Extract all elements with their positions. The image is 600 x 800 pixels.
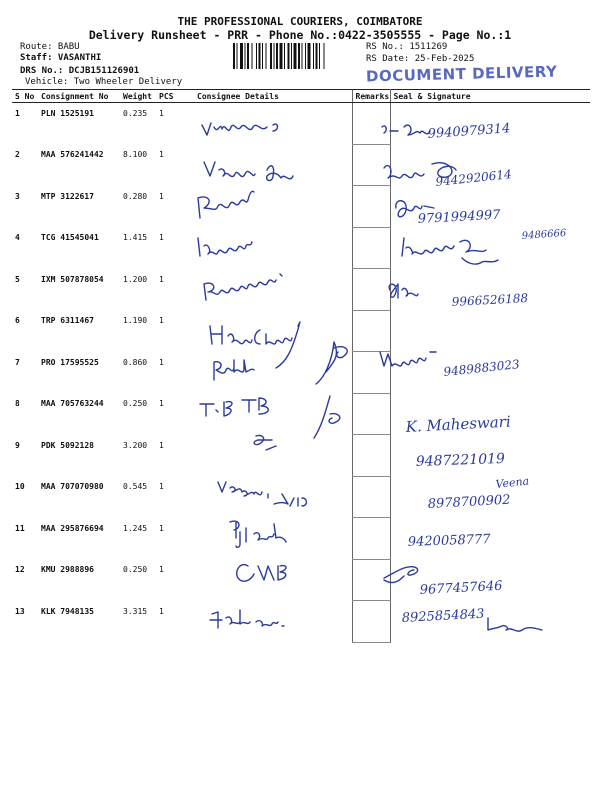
cell-consignee-details	[194, 601, 352, 643]
table-row	[12, 310, 590, 352]
cell-pcs: 1	[159, 109, 164, 118]
cell-consignee-details	[194, 186, 352, 228]
cell-remarks	[352, 518, 390, 560]
cell-sno: 6	[15, 316, 20, 325]
cell-consignee-details	[194, 310, 352, 352]
table-row	[12, 435, 590, 477]
cell-remarks	[352, 103, 390, 145]
phone-handwritten-11: 9420058777	[407, 532, 491, 550]
vehicle-label: Vehicle: Two Wheeler Delivery	[25, 77, 183, 87]
cell-seal-signature	[390, 186, 590, 228]
cell-remarks	[352, 601, 390, 643]
cell-remarks	[352, 393, 390, 435]
cell-sno: 11	[15, 523, 25, 533]
barcode	[233, 43, 361, 69]
cell-sno: 12	[15, 565, 25, 574]
document-delivery-stamp: DOCUMENT DELIVERY	[365, 62, 558, 86]
cell-sno: 1	[15, 109, 20, 118]
cell-consignee-details	[194, 144, 352, 186]
cell-remarks	[352, 227, 390, 269]
cell-sno: 4	[15, 233, 20, 242]
cell-weight: 3.315	[123, 606, 148, 616]
cell-pcs: 1	[159, 523, 164, 533]
cell-sno: 2	[15, 150, 20, 159]
cell-sno: 7	[15, 357, 20, 367]
phone-handwritten-1: 9940979314	[427, 121, 511, 142]
cell-consignee-details	[194, 559, 352, 601]
cell-consignment-no: MTP 3122617	[41, 191, 94, 201]
cell-pcs: 1	[159, 191, 164, 201]
cell-sno: 3	[15, 191, 20, 201]
cell-consignment-no: KMU 2988896	[41, 565, 94, 574]
cell-consignment-no: MAA 295876694	[41, 523, 104, 533]
cell-consignment-no: TRP 6311467	[41, 316, 94, 325]
cell-seal-signature	[390, 559, 590, 601]
table-row	[12, 352, 590, 394]
cell-pcs: 1	[159, 440, 164, 450]
table-row	[12, 269, 590, 311]
cell-weight: 8.100	[123, 150, 148, 159]
cell-weight: 1.245	[123, 523, 148, 533]
cell-seal-signature	[390, 476, 590, 518]
phone-handwritten-5: 9966526188	[451, 291, 529, 309]
phone-handwritten-13: 8925854843	[401, 606, 485, 626]
table-row	[12, 103, 590, 145]
cell-consignment-no: MAA 707070980	[41, 482, 104, 491]
cell-seal-signature	[390, 227, 590, 269]
cell-seal-signature	[390, 352, 590, 394]
cell-seal-signature	[390, 393, 590, 435]
table-row	[12, 559, 590, 601]
cell-pcs: 1	[159, 316, 164, 325]
cell-seal-signature	[390, 310, 590, 352]
header-consignment: Consignment No	[38, 90, 120, 103]
table-row	[12, 601, 590, 643]
cell-pcs: 1	[159, 606, 164, 616]
cell-consignment-no: TCG 41545041	[41, 233, 99, 242]
cell-consignee-details	[194, 269, 352, 311]
cell-weight: 0.860	[123, 357, 148, 367]
cell-consignment-no: IXM 507878054	[41, 274, 104, 284]
cell-seal-signature	[390, 144, 590, 186]
cell-remarks	[352, 186, 390, 228]
cell-weight: 0.250	[123, 399, 148, 408]
phone-handwritten-3: 9791994997	[417, 207, 501, 227]
header-consignee: Consignee Details	[194, 90, 352, 103]
cell-remarks	[352, 352, 390, 394]
header-weight: Weight	[120, 90, 156, 103]
cell-seal-signature	[390, 269, 590, 311]
cell-consignment-no: PLN 1525191	[41, 109, 94, 118]
drs-number: DRS No.: DCJB151126901	[20, 66, 140, 76]
company-title: THE PROFESSIONAL COURIERS, COIMBATORE	[177, 15, 423, 28]
cell-weight: 1.200	[123, 274, 148, 284]
cell-consignment-no: KLK 7948135	[41, 606, 94, 616]
cell-consignment-no: MAA 576241442	[41, 150, 104, 159]
cell-consignee-details	[194, 476, 352, 518]
cell-pcs: 1	[159, 357, 164, 367]
table-header-row	[12, 90, 590, 103]
cell-consignment-no: MAA 705763244	[41, 399, 104, 408]
cell-remarks	[352, 476, 390, 518]
phone-handwritten-10: 8978700902	[427, 492, 511, 512]
cell-pcs: 1	[159, 482, 164, 491]
cell-sno: 13	[15, 606, 25, 616]
staff-label: Staff: VASANTHI	[20, 53, 102, 63]
cell-remarks	[352, 144, 390, 186]
phone-handwritten-4: 9486666	[521, 227, 567, 242]
cell-weight: 0.280	[123, 191, 148, 201]
runsheet-table	[12, 89, 590, 643]
signature-handwritten-9: K. Maheswari	[405, 412, 512, 436]
header-pcs: PCS	[156, 90, 194, 103]
phone-handwritten-9: 9487221019	[415, 450, 506, 470]
cell-seal-signature	[390, 103, 590, 145]
cell-consignment-no: PRO 17595525	[41, 357, 99, 367]
header-seal-signature: Seal & Signature	[390, 90, 590, 103]
runsheet-subtitle: Delivery Runsheet - PRR - Phone No.:0422-3505555 - Page No.:1	[88, 28, 512, 42]
table-row	[12, 518, 590, 560]
cell-pcs: 1	[159, 399, 164, 408]
cell-sno: 8	[15, 399, 20, 408]
table-row	[12, 393, 590, 435]
cell-seal-signature	[390, 518, 590, 560]
cell-sno: 9	[15, 440, 20, 450]
cell-remarks	[352, 310, 390, 352]
cell-consignee-details	[194, 352, 352, 394]
cell-weight: 3.200	[123, 440, 148, 450]
cell-pcs: 1	[159, 233, 164, 242]
cell-consignee-details	[194, 103, 352, 145]
table-row	[12, 476, 590, 518]
cell-weight: 0.545	[123, 482, 148, 491]
cell-weight: 0.250	[123, 565, 148, 574]
cell-pcs: 1	[159, 565, 164, 574]
phone-handwritten-7: 9489883023	[442, 357, 521, 379]
cell-pcs: 1	[159, 150, 164, 159]
route-label: Route: BABU	[20, 42, 80, 52]
rs-number: RS No.: 1511269	[366, 42, 448, 52]
cell-weight: 1.190	[123, 316, 148, 325]
cell-consignee-details	[194, 393, 352, 435]
cell-weight: 0.235	[123, 109, 148, 118]
cell-sno: 5	[15, 274, 20, 284]
cell-consignment-no: PDK 5092128	[41, 440, 94, 450]
cell-consignee-details	[194, 518, 352, 560]
cell-remarks	[352, 559, 390, 601]
cell-sno: 10	[15, 482, 25, 491]
cell-weight: 1.415	[123, 233, 148, 242]
table-row	[12, 227, 590, 269]
table-row	[12, 186, 590, 228]
signature-name-10: Veena	[494, 474, 530, 491]
cell-remarks	[352, 435, 390, 477]
table-row	[12, 144, 590, 186]
cell-seal-signature	[390, 435, 590, 477]
phone-handwritten-2: 9442920614	[434, 167, 513, 189]
cell-consignee-details	[194, 435, 352, 477]
header-sno: S No	[12, 90, 38, 103]
cell-remarks	[352, 269, 390, 311]
header-remarks: Remarks	[352, 90, 390, 103]
rs-date: RS Date: 25-Feb-2025	[366, 54, 475, 64]
phone-handwritten-12: 9677457646	[419, 578, 503, 598]
cell-pcs: 1	[159, 274, 164, 284]
cell-seal-signature	[390, 601, 590, 643]
cell-consignee-details	[194, 227, 352, 269]
